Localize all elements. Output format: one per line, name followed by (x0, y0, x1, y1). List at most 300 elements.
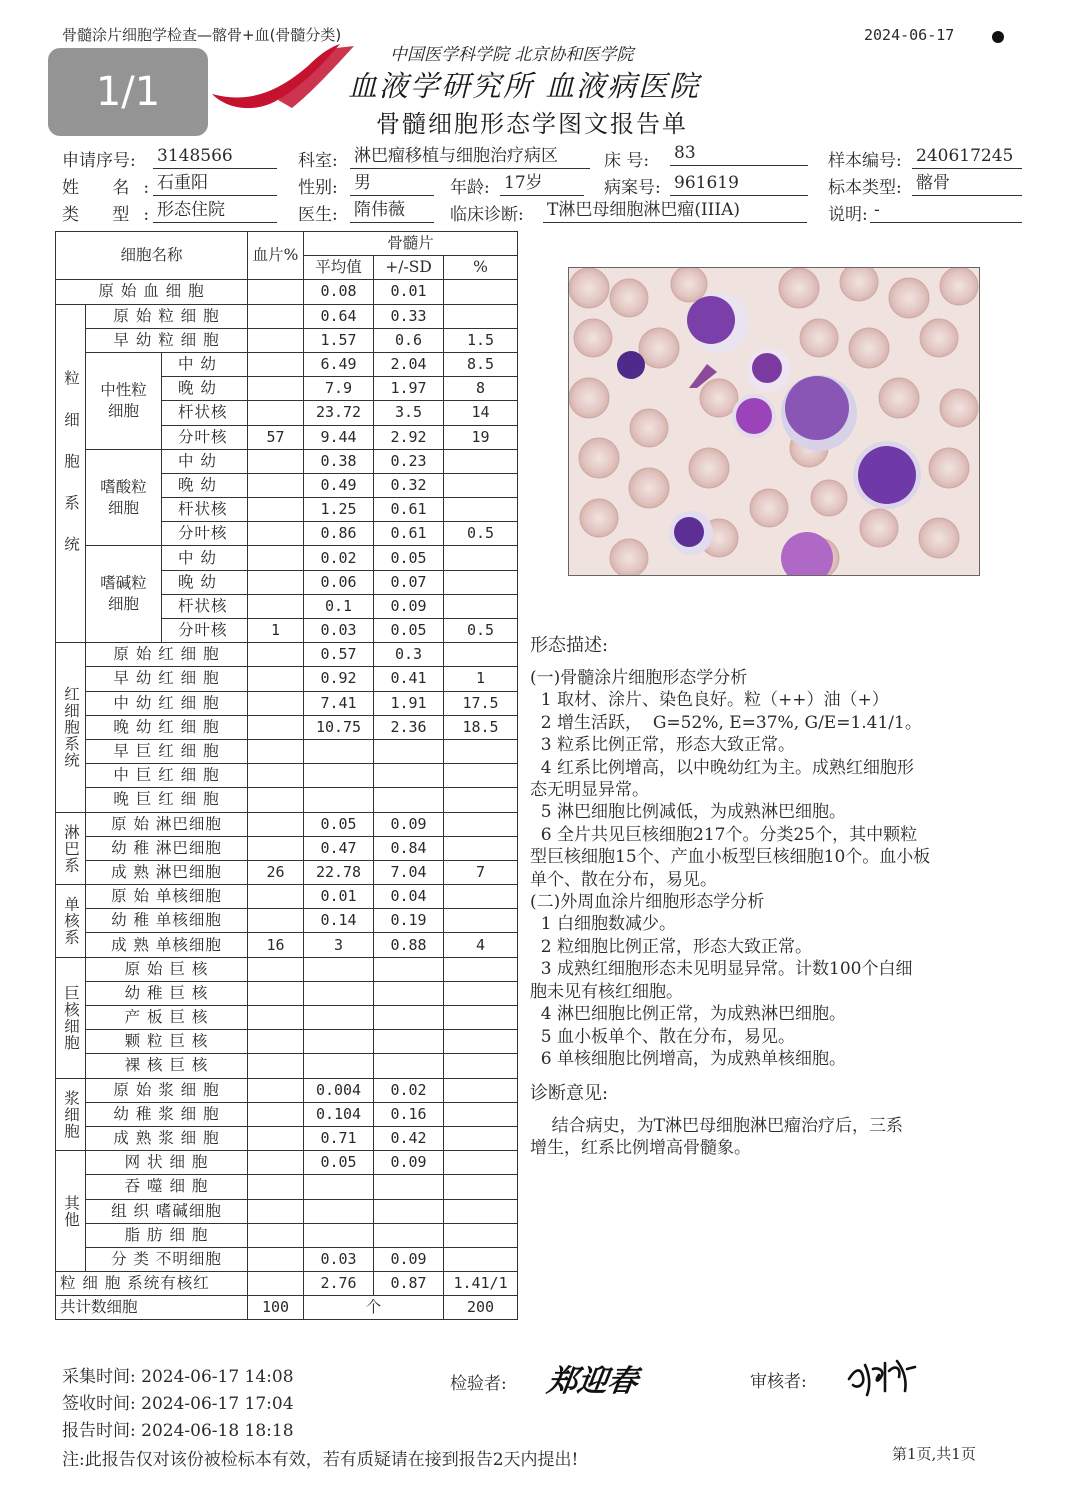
bed-label: 床 号: (604, 151, 650, 171)
pct-cell: 14 (444, 401, 518, 425)
mean-cell: 0.02 (304, 546, 374, 570)
group-mega: 巨核细胞 (56, 957, 86, 1078)
table-row (56, 1223, 518, 1247)
mean-cell: 10.75 (304, 715, 374, 739)
bone-marrow-image (568, 267, 980, 576)
cell-name: 成 熟 淋巴细胞 (86, 860, 248, 884)
blood-pct-cell (248, 764, 304, 788)
sd-cell (374, 788, 444, 812)
mean-cell: 1.57 (304, 328, 374, 352)
cell-name: 中 幼 (162, 352, 248, 376)
table-row (56, 1054, 518, 1078)
table-row (56, 1151, 518, 1175)
cell-name: 分叶核 (162, 619, 248, 643)
blood-pct-cell: 57 (248, 425, 304, 449)
mean-cell (304, 1175, 374, 1199)
sd-cell: 0.05 (374, 546, 444, 570)
cell-name: 裸 核 巨 核 (86, 1054, 248, 1078)
blood-pct-cell (248, 836, 304, 860)
cell-name: 组 织 嗜碱细胞 (86, 1199, 248, 1223)
cell-name: 产 板 巨 核 (86, 1006, 248, 1030)
cell-name: 原 始 单核细胞 (86, 885, 248, 909)
sex-label: 性别: (298, 178, 338, 198)
table-row (56, 860, 518, 884)
count-row-blood: 100 (248, 1296, 304, 1320)
sd-cell: 1.97 (374, 377, 444, 401)
pct-cell (444, 885, 518, 909)
document-title: 骨髓涂片细胞学检查—髂骨+血(骨髓分类) (62, 26, 342, 44)
blood-pct-cell (248, 449, 304, 473)
pct-cell (444, 546, 518, 570)
table-row (56, 1199, 518, 1223)
cell-name: 晚 幼 (162, 570, 248, 594)
group-mono: 单核系 (56, 885, 86, 958)
mean-cell: 0.49 (304, 473, 374, 497)
pct-cell (444, 739, 518, 763)
blood-pct-cell (248, 1247, 304, 1271)
sd-cell: 0.02 (374, 1078, 444, 1102)
table-row (56, 1126, 518, 1150)
diagnosis-value: T淋巴母细胞淋巴瘤(IIIA) (543, 198, 807, 223)
cell-name: 原 始 粒 细 胞 (86, 304, 248, 328)
mean-cell: 0.05 (304, 1151, 374, 1175)
examiner-label: 检验者: (450, 1374, 507, 1394)
pct-cell (444, 594, 518, 618)
cell-name: 原 始 红 细 胞 (86, 643, 248, 667)
diagnosis-line: 增生，红系比例增高骨髓象。 (530, 1138, 751, 1159)
sd-cell: 2.92 (374, 425, 444, 449)
table-row (56, 667, 518, 691)
cell-name: 晚 幼 (162, 377, 248, 401)
department-value: 淋巴瘤移植与细胞治疗病区 (350, 144, 590, 169)
sd-cell: 3.5 (374, 401, 444, 425)
table-row (56, 981, 518, 1005)
mean-cell: 0.14 (304, 909, 374, 933)
sd-cell: 0.84 (374, 836, 444, 860)
header-pct: % (444, 256, 518, 280)
description-line: (一)骨髓涂片细胞形态学分析 (530, 668, 748, 688)
sd-cell: 0.07 (374, 570, 444, 594)
sd-cell (374, 1030, 444, 1054)
pct-cell (444, 449, 518, 473)
sd-cell: 0.6 (374, 328, 444, 352)
table-row (56, 1272, 518, 1296)
sd-cell: 0.61 (374, 522, 444, 546)
blood-pct-cell (248, 667, 304, 691)
diagnosis-text (530, 1115, 990, 1160)
cell-name: 原 始 巨 核 (86, 957, 248, 981)
description-line: 型巨核细胞15个、产血小板型巨核细胞10个。血小板 (530, 847, 931, 868)
reviewer-signature-icon (845, 1355, 920, 1400)
mean-cell: 7.9 (304, 377, 374, 401)
cell-name: 脂 肪 细 胞 (86, 1223, 248, 1247)
age-label: 年龄: (450, 178, 490, 198)
mean-cell (304, 957, 374, 981)
blood-pct-cell (248, 957, 304, 981)
marrow-cells-illustration (569, 268, 979, 575)
doctor-label: 医生: (298, 205, 338, 225)
page-number: 第1页,共1页 (892, 1445, 976, 1463)
table-row (56, 1078, 518, 1102)
status-dot-icon (992, 31, 1004, 43)
description-line: 4 淋巴细胞比例正常，为成熟淋巴细胞。 (530, 1004, 847, 1025)
blood-pct-cell (248, 377, 304, 401)
sd-cell: 0.33 (374, 304, 444, 328)
table-row (56, 1247, 518, 1271)
cell-name: 分 类 不明细胞 (86, 1247, 248, 1271)
sample-type-label: 标本类型: (828, 178, 902, 198)
blood-pct-cell (248, 1054, 304, 1078)
pct-cell (444, 1223, 518, 1247)
pct-cell: 1 (444, 667, 518, 691)
type-label: 类 型: (62, 205, 164, 225)
description-line: 6 全片共见巨核细胞217个。分类25个，其中颗粒 (530, 824, 918, 845)
cell-name: 吞 噬 细 胞 (86, 1175, 248, 1199)
pct-cell: 0.5 (444, 619, 518, 643)
name-label: 姓 名: (62, 178, 164, 198)
pct-cell (444, 304, 518, 328)
mean-cell: 0.01 (304, 885, 374, 909)
mean-cell: 22.78 (304, 860, 374, 884)
blood-pct-cell (248, 1175, 304, 1199)
mean-cell: 0.004 (304, 1078, 374, 1102)
pct-cell: 1.5 (444, 328, 518, 352)
group-neutrophil: 中性粒细胞 (86, 352, 162, 449)
description-line: 6 单核细胞比例增高，为成熟单核细胞。 (530, 1048, 847, 1069)
sample-type-value: 髂骨 (912, 171, 1022, 196)
count-row-marrow: 200 (444, 1296, 518, 1320)
blood-pct-cell (248, 304, 304, 328)
table-row (56, 739, 518, 763)
sd-cell (374, 1006, 444, 1030)
pct-cell: 17.5 (444, 691, 518, 715)
cell-name: 分叶核 (162, 425, 248, 449)
description-line: 3 成熟红细胞形态未见明显异常。计数100个白细 (530, 959, 913, 980)
mean-cell (304, 764, 374, 788)
group-plasma: 浆细胞 (56, 1078, 86, 1151)
table-row (56, 643, 518, 667)
pct-cell (444, 1078, 518, 1102)
mean-cell: 3 (304, 933, 374, 957)
description-line: 4 红系比例增高，以中晚幼红为主。成熟红细胞形 (530, 757, 915, 778)
header-mean: 平均值 (304, 256, 374, 280)
blood-pct-cell (248, 328, 304, 352)
count-row-unit: 个 (304, 1296, 444, 1320)
sd-cell: 1.91 (374, 691, 444, 715)
table-row (56, 909, 518, 933)
bed-value: 83 (670, 141, 808, 166)
cell-name: 幼 稚 单核细胞 (86, 909, 248, 933)
blood-pct-cell (248, 643, 304, 667)
pct-cell (444, 909, 518, 933)
cell-name: 中 幼 红 细 胞 (86, 691, 248, 715)
sd-cell (374, 1054, 444, 1078)
doctor-value: 隋伟薇 (350, 198, 434, 223)
table-row (56, 352, 518, 376)
blood-pct-cell (248, 981, 304, 1005)
blood-pct-cell (248, 1151, 304, 1175)
mean-cell: 0.92 (304, 667, 374, 691)
sd-cell: 0.09 (374, 812, 444, 836)
pct-cell: 19 (444, 425, 518, 449)
blood-pct-cell (248, 401, 304, 425)
mean-cell: 0.03 (304, 1247, 374, 1271)
pct-cell: 0.5 (444, 522, 518, 546)
report-title: 骨髓细胞形态学图文报告单 (376, 110, 688, 138)
table-row (56, 812, 518, 836)
cell-name: 网 状 细 胞 (86, 1151, 248, 1175)
mean-cell: 0.57 (304, 643, 374, 667)
description-heading: 形态描述: (530, 635, 609, 656)
table-row (56, 764, 518, 788)
header-sd: +/-SD (374, 256, 444, 280)
header-date: 2024-06-17 (864, 26, 955, 44)
group-eosinophil: 嗜酸粒细胞 (86, 449, 162, 546)
table-row (56, 957, 518, 981)
pct-cell (444, 1006, 518, 1030)
cell-name: 杆状核 (162, 498, 248, 522)
description-line: 胞未见有核红细胞。 (530, 981, 683, 1002)
mean-cell (304, 1054, 374, 1078)
sd-cell (374, 1175, 444, 1199)
blood-pct-cell (248, 1030, 304, 1054)
page-indicator[interactable]: 1/1 (48, 48, 208, 136)
header-cell-name: 细胞名称 (56, 232, 248, 280)
cell-name: 中 巨 红 细 胞 (86, 764, 248, 788)
pct-cell (444, 1199, 518, 1223)
pct-cell (444, 570, 518, 594)
mean-cell: 0.08 (304, 280, 374, 304)
sd-cell: 0.61 (374, 498, 444, 522)
blood-pct-cell: 26 (248, 860, 304, 884)
sex-value: 男 (350, 171, 434, 196)
description-line: 5 淋巴细胞比例减低，为成熟淋巴细胞。 (530, 802, 847, 823)
sd-cell (374, 1223, 444, 1247)
blood-pct-cell (248, 1223, 304, 1247)
pct-cell (444, 788, 518, 812)
cell-count-table (55, 231, 518, 1320)
sd-cell (374, 957, 444, 981)
blood-pct-cell (248, 1078, 304, 1102)
blood-pct-cell (248, 594, 304, 618)
note-value: - (870, 198, 1022, 223)
note-label: 说明: (828, 205, 868, 225)
table-row (56, 1296, 518, 1320)
cell-name: 原 始 浆 细 胞 (86, 1078, 248, 1102)
table-row (56, 232, 518, 256)
mean-cell: 0.71 (304, 1126, 374, 1150)
mean-cell: 6.49 (304, 352, 374, 376)
sample-no-value: 240617245 (912, 144, 1022, 169)
pct-cell (444, 836, 518, 860)
table-row (56, 546, 518, 570)
sd-cell: 0.04 (374, 885, 444, 909)
pct-cell (444, 981, 518, 1005)
cell-name: 幼 稚 淋巴细胞 (86, 836, 248, 860)
count-row-name: 共计数细胞 (56, 1296, 248, 1320)
pct-cell (444, 812, 518, 836)
table-row (56, 933, 518, 957)
pct-cell: 4 (444, 933, 518, 957)
description-line: 态无明显异常。 (530, 780, 649, 801)
pct-cell (444, 1151, 518, 1175)
name-value: 石重阳 (153, 171, 277, 196)
sd-cell (374, 1199, 444, 1223)
hospital-logo-icon (208, 42, 358, 114)
table-row (56, 836, 518, 860)
sd-cell: 0.41 (374, 667, 444, 691)
cell-name: 杆状核 (162, 594, 248, 618)
ge-row-mean: 2.76 (304, 1272, 374, 1296)
description-line: 2 粒细胞比例正常，形态大致正常。 (530, 936, 813, 957)
blood-pct-cell (248, 1199, 304, 1223)
sd-cell: 0.09 (374, 1247, 444, 1271)
diagnosis-line: 结合病史，为T淋巴母细胞淋巴瘤治疗后，三系 (530, 1116, 903, 1136)
sd-cell: 0.32 (374, 473, 444, 497)
sd-cell: 0.09 (374, 1151, 444, 1175)
blood-pct-cell (248, 788, 304, 812)
table-row (56, 691, 518, 715)
mean-cell: 0.03 (304, 619, 374, 643)
pct-cell: 8 (444, 377, 518, 401)
pct-cell (444, 1102, 518, 1126)
cell-name: 成 熟 浆 细 胞 (86, 1126, 248, 1150)
pct-cell: 8.5 (444, 352, 518, 376)
description-line: (二)外周血涂片细胞形态学分析 (530, 892, 765, 913)
sd-cell: 0.23 (374, 449, 444, 473)
sd-cell (374, 764, 444, 788)
description-text (530, 667, 990, 1070)
mean-cell: 0.38 (304, 449, 374, 473)
blood-pct-cell (248, 739, 304, 763)
blood-pct-cell: 16 (248, 933, 304, 957)
blood-pct-cell (248, 352, 304, 376)
mean-cell: 0.64 (304, 304, 374, 328)
blood-pct-cell (248, 1126, 304, 1150)
blood-pct-cell (248, 909, 304, 933)
group-granulocyte: 粒细胞系统 (56, 304, 86, 643)
blood-pct-cell (248, 473, 304, 497)
ge-row-blood (248, 1272, 304, 1296)
cell-name: 早 幼 粒 细 胞 (86, 328, 248, 352)
cell-name: 杆状核 (162, 401, 248, 425)
blood-pct-cell (248, 812, 304, 836)
cell-name: 成 熟 单核细胞 (86, 933, 248, 957)
blood-pct-cell (248, 522, 304, 546)
age-value: 17岁 (500, 171, 584, 196)
group-lymph: 淋巴系 (56, 812, 86, 885)
examiner-signature: 郑迎春 (545, 1364, 640, 1399)
table-row (56, 1030, 518, 1054)
header-blood-pct: 血片% (248, 232, 304, 280)
blood-pct-cell (248, 1006, 304, 1030)
pct-cell: 7 (444, 860, 518, 884)
cell-name: 晚 幼 (162, 473, 248, 497)
sd-cell: 7.04 (374, 860, 444, 884)
cell-name: 原 始 淋巴细胞 (86, 812, 248, 836)
ge-row-pct: 1.41/1 (444, 1272, 518, 1296)
cell-name: 幼 稚 浆 细 胞 (86, 1102, 248, 1126)
description-line: 单个、散在分布，易见。 (530, 869, 717, 890)
cell-name: 中 幼 (162, 449, 248, 473)
blood-pct-cell (248, 280, 304, 304)
mean-cell (304, 1223, 374, 1247)
blood-pct-cell (248, 715, 304, 739)
pct-cell (444, 764, 518, 788)
ge-row-sd: 0.87 (374, 1272, 444, 1296)
sd-cell: 0.42 (374, 1126, 444, 1150)
pct-cell (444, 280, 518, 304)
pct-cell (444, 957, 518, 981)
cell-name: 颗 粒 巨 核 (86, 1030, 248, 1054)
sd-cell: 2.04 (374, 352, 444, 376)
receive-time: 签收时间: 2024-06-17 17:04 (62, 1394, 294, 1414)
mean-cell (304, 788, 374, 812)
cell-name: 幼 稚 巨 核 (86, 981, 248, 1005)
table-row (56, 449, 518, 473)
cell-name: 晚 巨 红 细 胞 (86, 788, 248, 812)
cell-name: 原 始 血 细 胞 (56, 280, 248, 304)
header-marrow: 骨髓片 (304, 232, 518, 256)
cell-name: 中 幼 (162, 546, 248, 570)
pct-cell: 18.5 (444, 715, 518, 739)
table-row (56, 788, 518, 812)
table-row (56, 304, 518, 328)
application-no-label: 申请序号: (62, 151, 136, 171)
mean-cell: 1.25 (304, 498, 374, 522)
reviewer-label: 审核者: (750, 1372, 807, 1392)
pct-cell (444, 643, 518, 667)
institution-line-2: 血液学研究所 血液病医院 (348, 69, 701, 103)
mean-cell: 0.1 (304, 594, 374, 618)
mean-cell: 0.05 (304, 812, 374, 836)
pct-cell (444, 473, 518, 497)
blood-pct-cell (248, 1102, 304, 1126)
record-no-value: 961619 (670, 171, 808, 196)
table-row (56, 1175, 518, 1199)
sample-no-label: 样本编号: (828, 151, 902, 171)
institution-line-1: 中国医学科学院 北京协和医学院 (390, 45, 634, 65)
report-time: 报告时间: 2024-06-18 18:18 (62, 1421, 294, 1441)
cell-name: 分叶核 (162, 522, 248, 546)
pct-cell (444, 1175, 518, 1199)
description-line: 2 增生活跃， G=52%, E=37%, G/E=1.41/1。 (530, 712, 922, 733)
sd-cell: 2.36 (374, 715, 444, 739)
cell-name: 晚 幼 红 细 胞 (86, 715, 248, 739)
sd-cell: 0.09 (374, 594, 444, 618)
mean-cell: 23.72 (304, 401, 374, 425)
cell-name: 早 幼 红 细 胞 (86, 667, 248, 691)
sd-cell: 0.16 (374, 1102, 444, 1126)
department-label: 科室: (298, 151, 338, 171)
table-row (56, 885, 518, 909)
cell-name: 早 巨 红 细 胞 (86, 739, 248, 763)
type-value: 形态住院 (153, 198, 277, 223)
mean-cell (304, 739, 374, 763)
pct-cell (444, 1247, 518, 1271)
sd-cell (374, 981, 444, 1005)
mean-cell: 0.86 (304, 522, 374, 546)
mean-cell: 0.06 (304, 570, 374, 594)
group-erythroid: 红细胞系统 (56, 643, 86, 812)
diagnosis-heading: 诊断意见: (530, 1083, 609, 1104)
table-row (56, 328, 518, 352)
blood-pct-cell (248, 546, 304, 570)
description-line: 5 血小板单个、散在分布，易见。 (530, 1026, 796, 1047)
table-row (56, 280, 518, 304)
mean-cell: 7.41 (304, 691, 374, 715)
sd-cell: 0.19 (374, 909, 444, 933)
